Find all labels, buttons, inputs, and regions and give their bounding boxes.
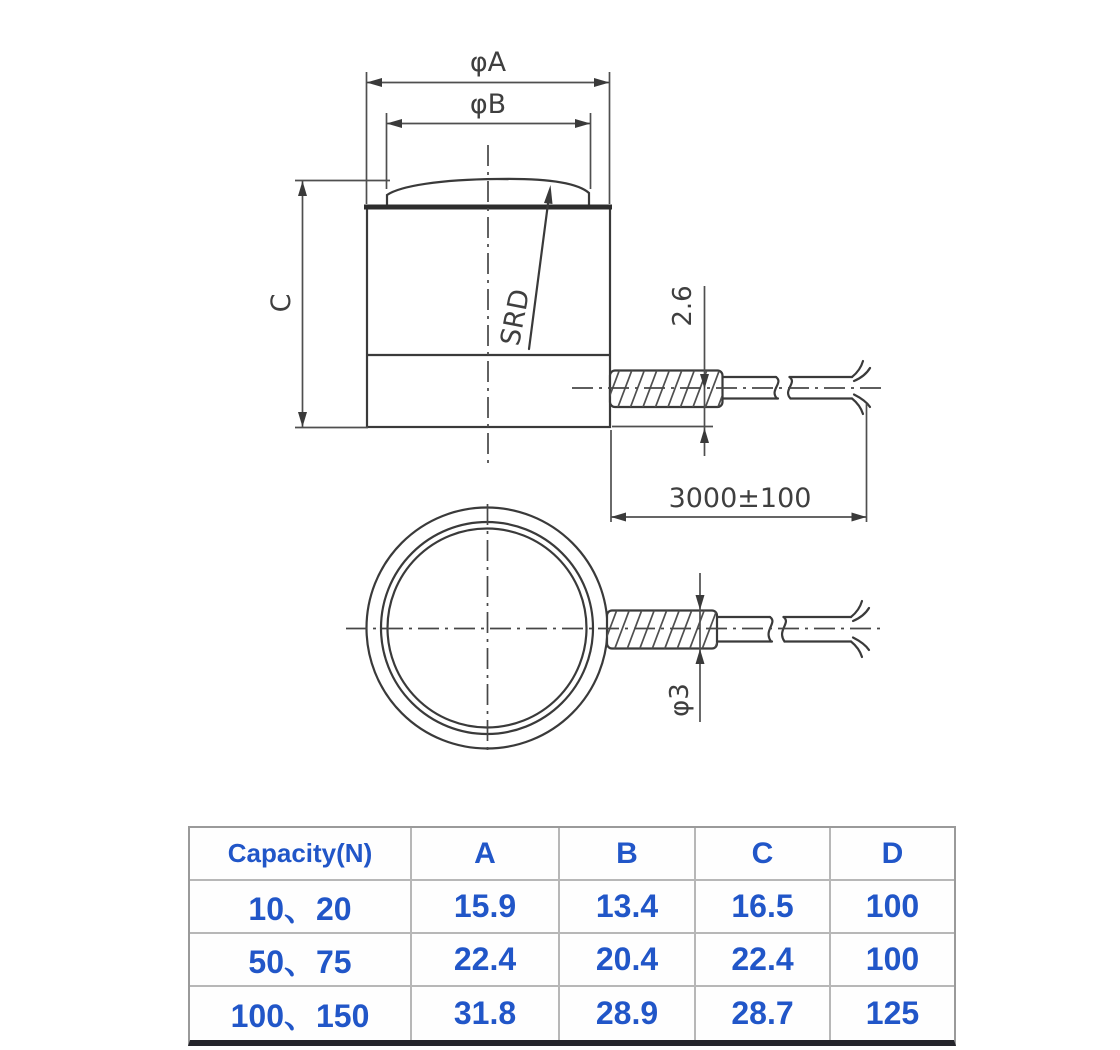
- data-cell: 31.8: [412, 987, 560, 1040]
- data-cell: 28.7: [696, 987, 831, 1040]
- data-cell: 22.4: [412, 934, 560, 987]
- c-label: C: [266, 293, 297, 313]
- offset-label: 2.6: [668, 285, 698, 327]
- capacity-spec-table: [188, 826, 956, 1046]
- phi-b-label: φB: [469, 89, 507, 120]
- header-cell-b: B: [560, 828, 696, 881]
- cable-side-view: [572, 361, 884, 414]
- data-cell: 20.4: [560, 934, 696, 987]
- cable-break: [775, 377, 779, 399]
- srd-callout: [495, 185, 552, 349]
- data-cell: 125: [865, 995, 920, 1031]
- side-view: [266, 47, 884, 522]
- data-cell: 100、150: [190, 987, 412, 1040]
- cable-dia-label: φ3: [665, 683, 695, 717]
- data-cell: 15.9: [412, 881, 560, 934]
- data-cell: 10、20: [190, 881, 412, 934]
- data-cell: 22.4: [696, 934, 831, 987]
- header-cell-capacity: Capacity(N): [190, 828, 412, 881]
- data-cell: 13.4: [560, 881, 696, 934]
- data-cell: 100: [831, 934, 954, 987]
- cable-length-label: 3000±100: [668, 483, 812, 514]
- header-cell-a: A: [412, 828, 560, 881]
- top-view: [346, 504, 880, 755]
- dimension-c: [266, 181, 390, 428]
- srd-label: SRD: [495, 286, 537, 349]
- phi-a-label: φA: [469, 47, 507, 78]
- data-cell: 50、75: [190, 934, 412, 987]
- data-cell: 16.5: [696, 881, 831, 934]
- header-cell-c: C: [696, 828, 831, 881]
- dimension-phi-a: [367, 47, 610, 204]
- data-cell: 28.9: [560, 987, 696, 1040]
- header-cell-d: D: [831, 828, 954, 881]
- data-cell: 100: [831, 881, 954, 934]
- dimension-cable-length: [611, 404, 867, 522]
